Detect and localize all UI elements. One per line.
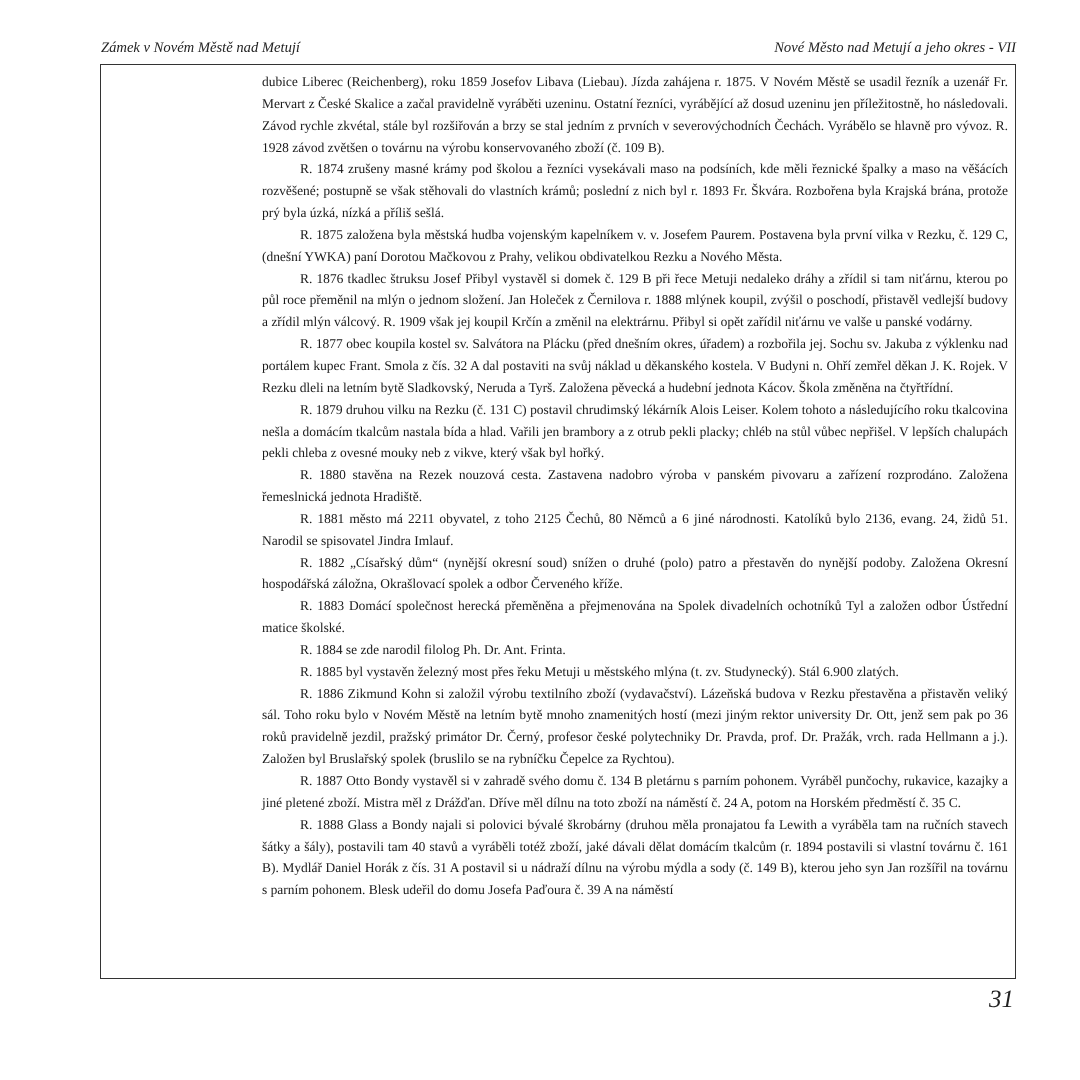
paragraph-1881: R. 1881 město má 2211 obyvatel, z toho 2125 Čechů, 80 Němců a 6 jiné národnosti. Katolíků bylo 2136, evang. 24, židů 51. Narodil se spisovatel Jindra Imlauf. [262,510,1008,548]
paragraph-1877: R. 1877 obec koupila kostel sv. Salvátora na Plácku (před dnešním okres, úřadem) a rozbořila jej. Sochu sv. Jakuba z výklenku nad portálem kupec Frant. Smola z čís. 32 A dal postaviti na svůj náklad u děkanského kostela. V Budyni n. Ohří zemřel děkan J. K. Rojek. V Rezku dleli na letním bytě Sladkovský, Neruda a Tyrš. Založena pěvecká a hudební jednota Kácov. Škola změněna na čtyřtřídní. [262,336,1008,395]
paragraph-1885: R. 1885 byl vystavěn železný most přes řeku Metuji u městského mlýna (t. zv. Studynecký). Stál 6.900 zlatých. [300,663,899,679]
paragraph-1880: R. 1880 stavěna na Rezek nouzová cesta. Zastavena nadobro výroba v panském pivovaru a zařízení rozprodáno. Založena řemeslnická jednota Hradiště. [262,467,1008,505]
paragraph-1879: R. 1879 druhou vilku na Rezku (č. 131 C) postavil chrudimský lékárník Alois Leiser. Kolem tohoto a následujícího roku tkalcovina nešla a domácím tkalcům nastala bída a hlad. Vařili jen brambory a z otrub pekli placky; chléb na stůl vůbec nepřišel. V lepších chalupách pekli chleba z ovesné mouky neb z vikve, který však byl hořký. [262,401,1008,461]
page-number: 31 [989,986,1014,1013]
text-frame [100,64,1016,979]
running-head-right: Nové Město nad Metují a jeho okres - VII [774,40,1016,56]
body-text [262,71,1008,901]
paragraph-1882: R. 1882 „Císařský dům“ (nynější okresní soud) snížen o druhé (polo) patro a přestavěn do nynější podoby. Založena Okresní hospodářská záložna, Okrašlovací spolek a odbor Červeného kříže. [262,554,1008,592]
paragraph-1888: R. 1888 Glass a Bondy najali si polovici bývalé škrobárny (druhou měla pronajatou fa Lewith a vyráběla tam na ručních stavech šátky a šály), postavili tam 40 stavů a vyráběli totéž zboží, jaké dávali dělat domácím tkalcům (r. 1894 postavili si vlastní továrnu č. 161 B). Mydlář Daniel Horák z čís. 31 A postavil si u nádraží dílnu na výrobu mýdla a sody (č. 149 B), kterou jeho syn Jan rozšířil na továrnu s parním pohonem. Blesk udeřil do domu Josefa Paďoura č. 39 A na náměstí [262,816,1008,898]
paragraph-1875: R. 1875 založena byla městská hudba vojenským kapelníkem v. v. Josefem Paurem. Postavena byla první vilka v Rezku, č. 129 C, (dnešní YWKA) paní Dorotou Mačkovou z Prahy, velikou obdivatelkou Rezku a Nového Města. [262,226,1008,264]
paragraph-1886: R. 1886 Zikmund Kohn si založil výrobu textilního zboží (vydavačství). Lázeňská budova v Rezku přestavěna a přistavěn veliký sál. Toho roku bylo v Novém Městě na letním bytě mnoho znamenitých hostí (mezi jiným rektor university Dr. Ott, jenž sem pak po 36 roků pravidelně jezdil, pražský primátor Dr. Černý, profesor české polytechniky Dr. Pravda, prof. Dr. Pražák, vrch. rada Hellmann a j.). Založen byl Bruslařský spolek (bruslilo se na rybníčku Čepelce za Rychtou). [262,685,1008,767]
paragraph-1883: R. 1883 Domácí společnost herecká přeměněna a přejmenována na Spolek divadelních ochotníků Tyl a založen odbor Ústřední matice školské. [262,598,1008,636]
paragraph-1874: R. 1874 zrušeny masné krámy pod školou a řezníci vysekávali maso na podsíních, kde měli řeznické špalky a maso na věšácích rozvěšené; postupně se však stěhovali do vlastních krámů; poslední z nich byl r. 1893 Fr. Škvára. Rozbořena byla Krajská brána, protože prý byla úzká, nízká a příliš sešlá. [262,161,1008,221]
running-head-left: Zámek v Novém Městě nad Metují [101,40,300,56]
paragraph-1887: R. 1887 Otto Bondy vystavěl si v zahradě svého domu č. 134 B pletárnu s parním pohonem. Vyráběl punčochy, rukavice, kazajky a jiné pletené zboží. Mistra měl z Drážďan. Dříve měl dílnu na toto zboží na náměstí č. 24 A, potom na Horském předměstí č. 35 C. [262,773,1008,810]
paragraph-1876: R. 1876 tkadlec štruksu Josef Přibyl vystavěl si domek č. 129 B při řece Metuji nedaleko dráhy a zřídil si tam niťárnu, kterou po půl roce přeměnil na mlýn o jednom složení. Jan Holeček z Černilova r. 1888 mlýnek koupil, zvýšil o poschodí, přistavěl vedlejší budovy a zřídil mlýn válcový. R. 1909 však jej koupil Krčín a změnil na elektrárnu. Přibyl si opět zařídil niťárnu ve valše u panské vodárny. [262,270,1008,330]
paragraph-continuation: dubice Liberec (Reichenberg), roku 1859 Josefov Libava (Liebau). Jízda zahájena r. 1875. V Novém Městě se usadil řezník a uzenář Fr. Mervart z České Skalice a začal pravidelně vyráběti uzeninu. Ostatní řezníci, vyrábějící až dosud uzeninu jen příležitostně, ho následovali. Závod rychle zkvétal, stále byl rozšiřován a brzy se stal jedním z prvních v severovýchodních Čechách. Vyrábělo se hlavně pro vývoz. R. 1928 závod zvětšen o továrnu na výrobu konservovaného zboží (č. 109 B). [262,74,1008,155]
paragraph-1884: R. 1884 se zde narodil filolog Ph. Dr. Ant. Frinta. [300,641,566,657]
